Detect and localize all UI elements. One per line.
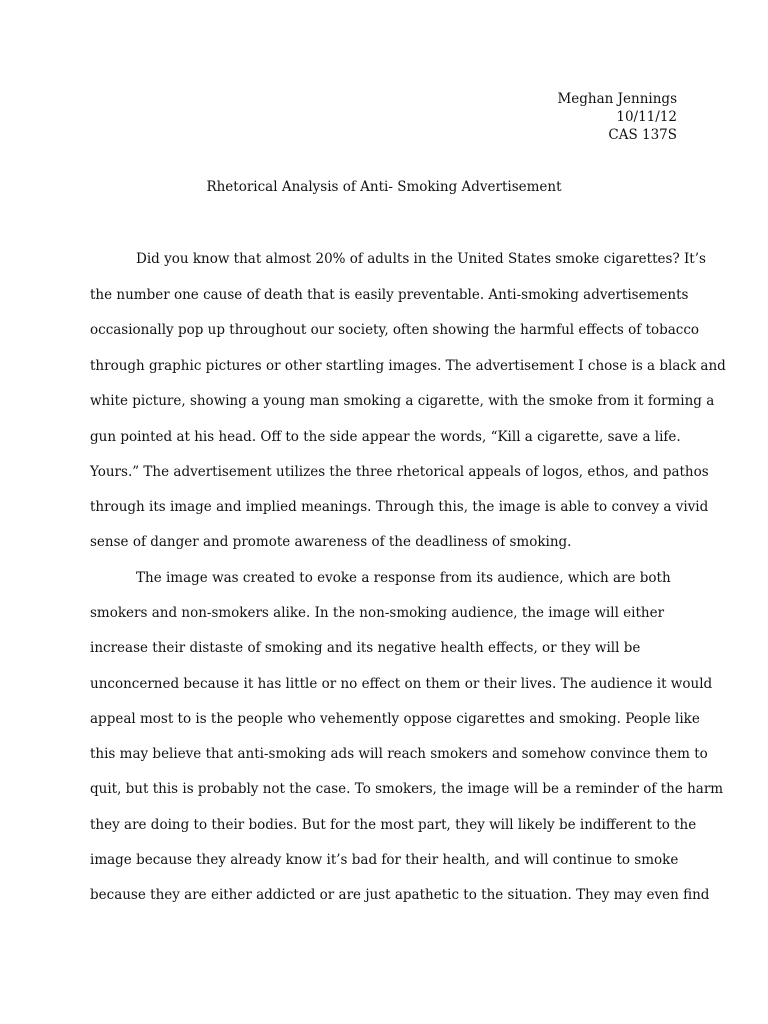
paragraph-2-line: image because they already know it’s bad for their health, and will continue to smoke — [90, 852, 679, 868]
document-title: Rhetorical Analysis of Anti- Smoking Advertisement — [206, 179, 562, 195]
paragraph-1-line: gun pointed at his head. Off to the side appear the words, “Kill a cigarette, save a life. — [90, 429, 681, 445]
paragraph-2-line: this may believe that anti-smoking ads will reach smokers and somehow convince them to — [90, 746, 708, 762]
paragraph-1-line: the number one cause of death that is easily preventable. Anti-smoking advertisements — [90, 287, 689, 303]
paragraph-1-line: white picture, showing a young man smoking a cigarette, with the smoke from it forming a — [90, 393, 715, 409]
author-name: Meghan Jennings — [557, 91, 677, 107]
paragraph-2-line: because they are either addicted or are just apathetic to the situation. They may even find — [90, 887, 710, 903]
paragraph-2-line: quit, but this is probably not the case. To smokers, the image will be a reminder of the harm — [90, 781, 724, 797]
paragraph-1-line: through its image and implied meanings. Through this, the image is able to convey a vivid — [90, 499, 709, 515]
paragraph-2-line: increase their distaste of smoking and its negative health effects, or they will be — [90, 640, 641, 656]
paragraph-1-line: through graphic pictures or other startling images. The advertisement I chose is a black and — [90, 358, 726, 374]
paragraph-2-line: The image was created to evoke a response from its audience, which are both — [136, 570, 671, 586]
header-block — [557, 90, 677, 144]
paragraph-1-line: occasionally pop up throughout our society, often showing the harmful effects of tobacco — [90, 322, 700, 338]
document-date: 10/11/12 — [616, 109, 677, 125]
paragraph-1-line: Did you know that almost 20% of adults in the United States smoke cigarettes? It’s — [136, 251, 706, 267]
paragraph-2-line: smokers and non-smokers alike. In the non-smoking audience, the image will either — [90, 605, 665, 621]
paragraph-2-line: they are doing to their bodies. But for the most part, they will likely be indifferent to the — [90, 817, 697, 833]
paragraph-1-line: sense of danger and promote awareness of the deadliness of smoking. — [90, 534, 572, 550]
paragraph-2-line: appeal most to is the people who vehemently oppose cigarettes and smoking. People like — [90, 711, 700, 727]
paragraph-2-line: unconcerned because it has little or no effect on them or their lives. The audience it would — [90, 676, 713, 692]
paragraph-1-line: Yours.” The advertisement utilizes the three rhetorical appeals of logos, ethos, and pathos — [90, 464, 709, 480]
course-code: CAS 137S — [608, 127, 677, 143]
